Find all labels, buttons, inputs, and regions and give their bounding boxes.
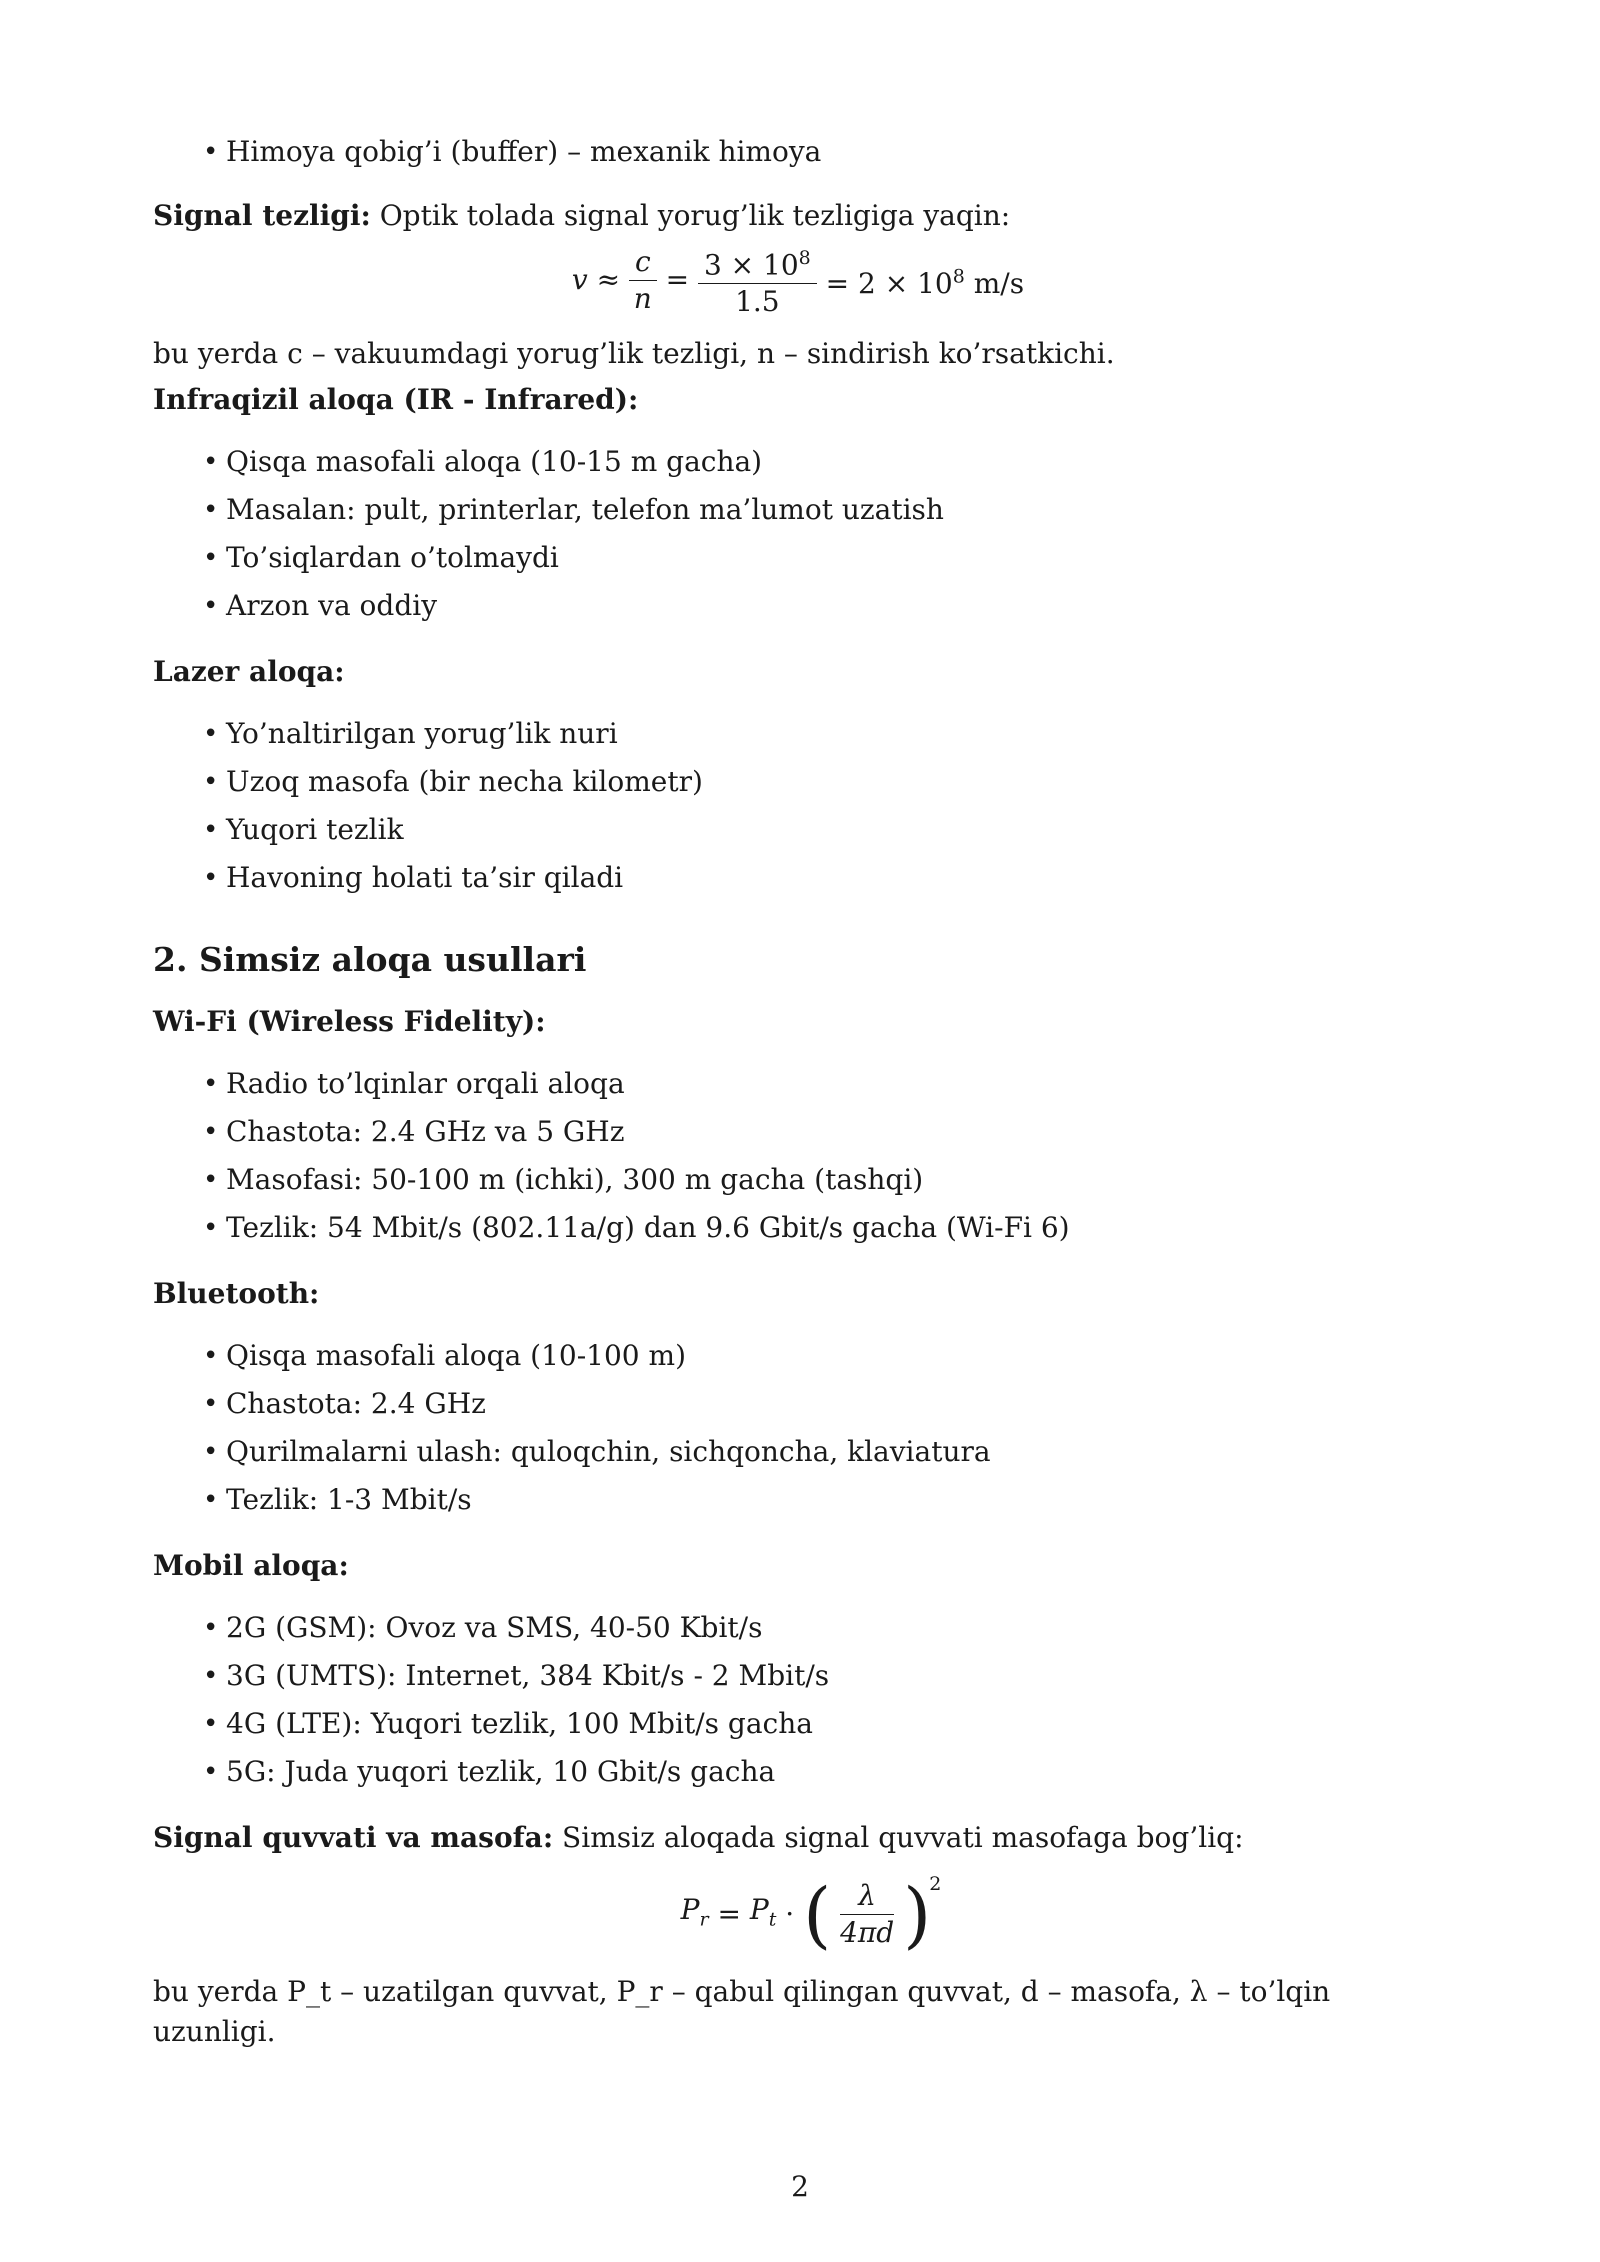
list-item: • Chastota: 2.4 GHz va 5 GHz [203,1115,625,1148]
left-paren: ( [803,1872,832,1957]
list-item: • 2G (GSM): Ovoz va SMS, 40-50 Kbit/s [203,1611,763,1644]
eq-rhs [826,267,1024,300]
page-number: 2 [791,2170,809,2203]
laser-list [153,710,1453,902]
list-item-text: To’siqlardan o’tolmaydi [226,541,559,574]
list-item-text: Chastota: 2.4 GHz [226,1387,486,1420]
power-eq-exponent: 2 [929,1873,942,1895]
power-eq-num: λ [840,1878,894,1915]
list-item: • Yuqori tezlik [203,813,404,846]
signal-speed-paragraph [153,196,1453,236]
list-item: • Yo’naltirilgan yorug’lik nuri [203,717,618,750]
list-item-text: Tezlik: 1-3 Mbit/s [226,1483,472,1516]
list-item: • 4G (LTE): Yuqori tezlik, 100 Mbit/s gacha [203,1707,813,1740]
power-eq-rhs-sub: t [768,1908,777,1931]
eq-den-value: 1.5 [735,285,780,319]
laser-heading: Lazer aloqa: [153,655,345,688]
bluetooth-list [153,1332,1453,1524]
power-equation [169,1858,1453,1974]
list-item-text: Tezlik: 54 Mbit/s (802.11a/g) dan 9.6 Gbit/s gacha (Wi-Fi 6) [226,1211,1070,1244]
list-item: • To’siqlardan o’tolmaydi [203,541,559,574]
list-item-text: Arzon va oddiy [226,589,438,622]
list-item-text: Uzoq masofa (bir necha kilometr) [226,765,703,798]
eq-rhs-exp: 8 [952,265,965,288]
eq-equals: = [665,263,698,297]
list-item: • Masalan: pult, printerlar, telefon ma’lumot uzatish [203,493,944,526]
list-item-text: Masofasi: 50-100 m (ichki), 300 m gacha (tashqi) [226,1163,924,1196]
eq-fraction-value [698,240,817,320]
list-item-text: Yo’naltirilgan yorug’lik nuri [226,717,618,750]
wifi-list [153,1060,1453,1252]
list-item: • Chastota: 2.4 GHz [203,1387,486,1420]
list-item: • Masofasi: 50-100 m (ichki), 300 m gacha (tashqi) [203,1163,924,1196]
list-item: • Qisqa masofali aloqa (10-15 m gacha) [203,445,763,478]
document-body [153,135,1453,2052]
list-item: • Tezlik: 54 Mbit/s (802.11a/g) dan 9.6 Gbit/s gacha (Wi-Fi 6) [203,1211,1070,1244]
eq-fraction-c-n [629,244,657,317]
power-note: bu yerda P_t – uzatilgan quvvat, P_r – qabul qilingan quvvat, d – masofa, λ – to’lqin uzunligi. [153,1975,1331,2048]
bluetooth-heading: Bluetooth: [153,1277,320,1310]
section-title: 2. Simsiz aloqa usullari [153,940,587,979]
signal-speed-text: Optik tolada signal yorug’lik tezligiga yaqin: [370,199,1011,232]
power-paragraph [153,1818,1453,1858]
list-item-text: 2G (GSM): Ovoz va SMS, 40-50 Kbit/s [226,1611,763,1644]
list-item-text: Qisqa masofali aloqa (10-100 m) [226,1339,686,1372]
power-eq-equals: = [717,1897,750,1931]
power-eq-dot: · [785,1897,804,1931]
list-item: • Himoya qobig’i (buffer) – mexanik himoya [203,135,822,168]
power-eq-lhs [680,1892,709,1931]
mobile-heading: Mobil aloqa: [153,1549,349,1582]
signal-speed-label: Signal tezligi: [153,199,371,232]
power-eq-rhs [749,1892,777,1931]
list-item-text: Havoning holati ta’sir qiladi [226,861,624,894]
list-item: • 3G (UMTS): Internet, 384 Kbit/s - 2 Mbit/s [203,1659,830,1692]
eq-den: n [633,281,652,315]
eq-lhs: v ≈ [571,263,629,297]
list-item: • Uzoq masofa (bir necha kilometr) [203,765,703,798]
eq-rhs-base: = 2 × 10 [825,266,953,300]
list-item: • Arzon va oddiy [203,589,438,622]
infrared-heading: Infraqizil aloqa (IR - Infrared): [153,383,639,416]
list-item: • Havoning holati ta’sir qiladi [203,861,624,894]
eq-rhs-unit: m/s [964,266,1025,300]
list-item: • 5G: Juda yuqori tezlik, 10 Gbit/s gacha [203,1755,776,1788]
power-text: Simsiz aloqada signal quvvati masofaga bog’liq: [553,1821,1244,1854]
list-item: • Radio to’lqinlar orqali aloqa [203,1067,625,1100]
list-item-text: 3G (UMTS): Internet, 384 Kbit/s - 2 Mbit/s [226,1659,830,1692]
eq-num-exp: 8 [798,247,811,269]
list-item-text: Chastota: 2.4 GHz va 5 GHz [226,1115,625,1148]
list-item: • Qisqa masofali aloqa (10-100 m) [203,1339,686,1372]
power-label: Signal quvvati va masofa: [153,1821,554,1854]
list-item: • Qurilmalarni ulash: quloqchin, sichqoncha, klaviatura [203,1435,991,1468]
power-eq-fraction [840,1878,894,1951]
list-item-text: Himoya qobig’i (buffer) – mexanik himoya [226,135,822,168]
wifi-heading: Wi-Fi (Wireless Fidelity): [153,1005,546,1038]
list-item-text: Radio to’lqinlar orqali aloqa [226,1067,625,1100]
list-item-text: Yuqori tezlik [226,813,404,846]
signal-speed-note: bu yerda c – vakuumdagi yorug’lik tezligi, n – sindirish ko’rsatkichi. [153,337,1115,370]
mobile-list [153,1604,1453,1796]
eq-num: c [629,244,657,281]
list-item-text: Qurilmalarni ulash: quloqchin, sichqoncha, klaviatura [226,1435,991,1468]
list-item-text: Qisqa masofali aloqa (10-15 m gacha) [226,445,763,478]
right-paren: ) [903,1872,932,1957]
list-item-text: 4G (LTE): Yuqori tezlik, 100 Mbit/s gacha [226,1707,813,1740]
list-item-text: Masalan: pult, printerlar, telefon ma’lumot uzatish [226,493,944,526]
infrared-list [153,438,1453,630]
power-eq-lhs-sub: r [699,1908,709,1931]
eq-num-value [698,240,817,284]
eq-num-base: 3 × 10 [703,248,799,282]
signal-speed-equation [143,236,1453,338]
power-eq-rhs-P: P [749,1892,769,1926]
power-eq-den: 4πd [840,1916,895,1949]
list-item-text: 5G: Juda yuqori tezlik, 10 Gbit/s gacha [226,1755,776,1788]
buffer-list [153,128,1453,176]
power-eq-lhs-P: P [680,1892,700,1926]
list-item: • Tezlik: 1-3 Mbit/s [203,1483,472,1516]
